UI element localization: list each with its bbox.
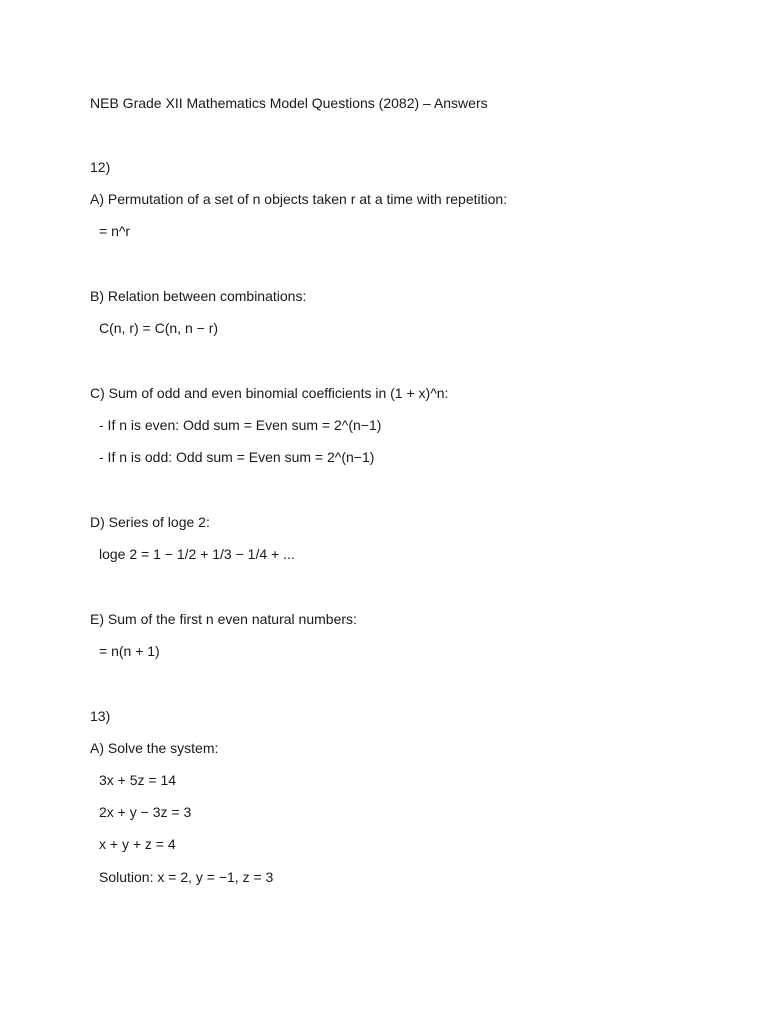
q12-e-heading: E) Sum of the first n even natural numbers: [90, 611, 357, 627]
q12-d-heading: D) Series of loge 2: [90, 514, 210, 530]
q12-e-answer: = n(n + 1) [99, 643, 160, 659]
q12-b-answer: C(n, r) = C(n, n − r) [99, 320, 219, 336]
q12-c-line-odd: - If n is odd: Odd sum = Even sum = 2^(n−1) [99, 449, 375, 465]
q12-c-line-even: - If n is even: Odd sum = Even sum = 2^(n−1) [99, 417, 382, 433]
q12-c-heading: C) Sum of odd and even binomial coefficients in (1 + x)^n: [90, 385, 449, 401]
q12-a-answer: = n^r [99, 223, 131, 239]
document-title: NEB Grade XII Mathematics Model Questions (2082) – Answers [90, 95, 488, 111]
question-12-number: 12) [90, 159, 111, 175]
question-13-number: 13) [90, 708, 111, 724]
q13-a-heading: A) Solve the system: [90, 740, 219, 756]
q13-solution: Solution: x = 2, y = −1, z = 3 [99, 869, 274, 885]
q12-b-heading: B) Relation between combinations: [90, 288, 307, 304]
q12-a-heading: A) Permutation of a set of n objects taken r at a time with repetition: [90, 191, 508, 207]
q13-equation-1: 3x + 5z = 14 [99, 772, 177, 788]
q13-equation-3: x + y + z = 4 [99, 836, 176, 852]
q13-equation-2: 2x + y − 3z = 3 [99, 804, 192, 820]
q12-d-answer: loge 2 = 1 − 1/2 + 1/3 − 1/4 + ... [99, 546, 295, 562]
